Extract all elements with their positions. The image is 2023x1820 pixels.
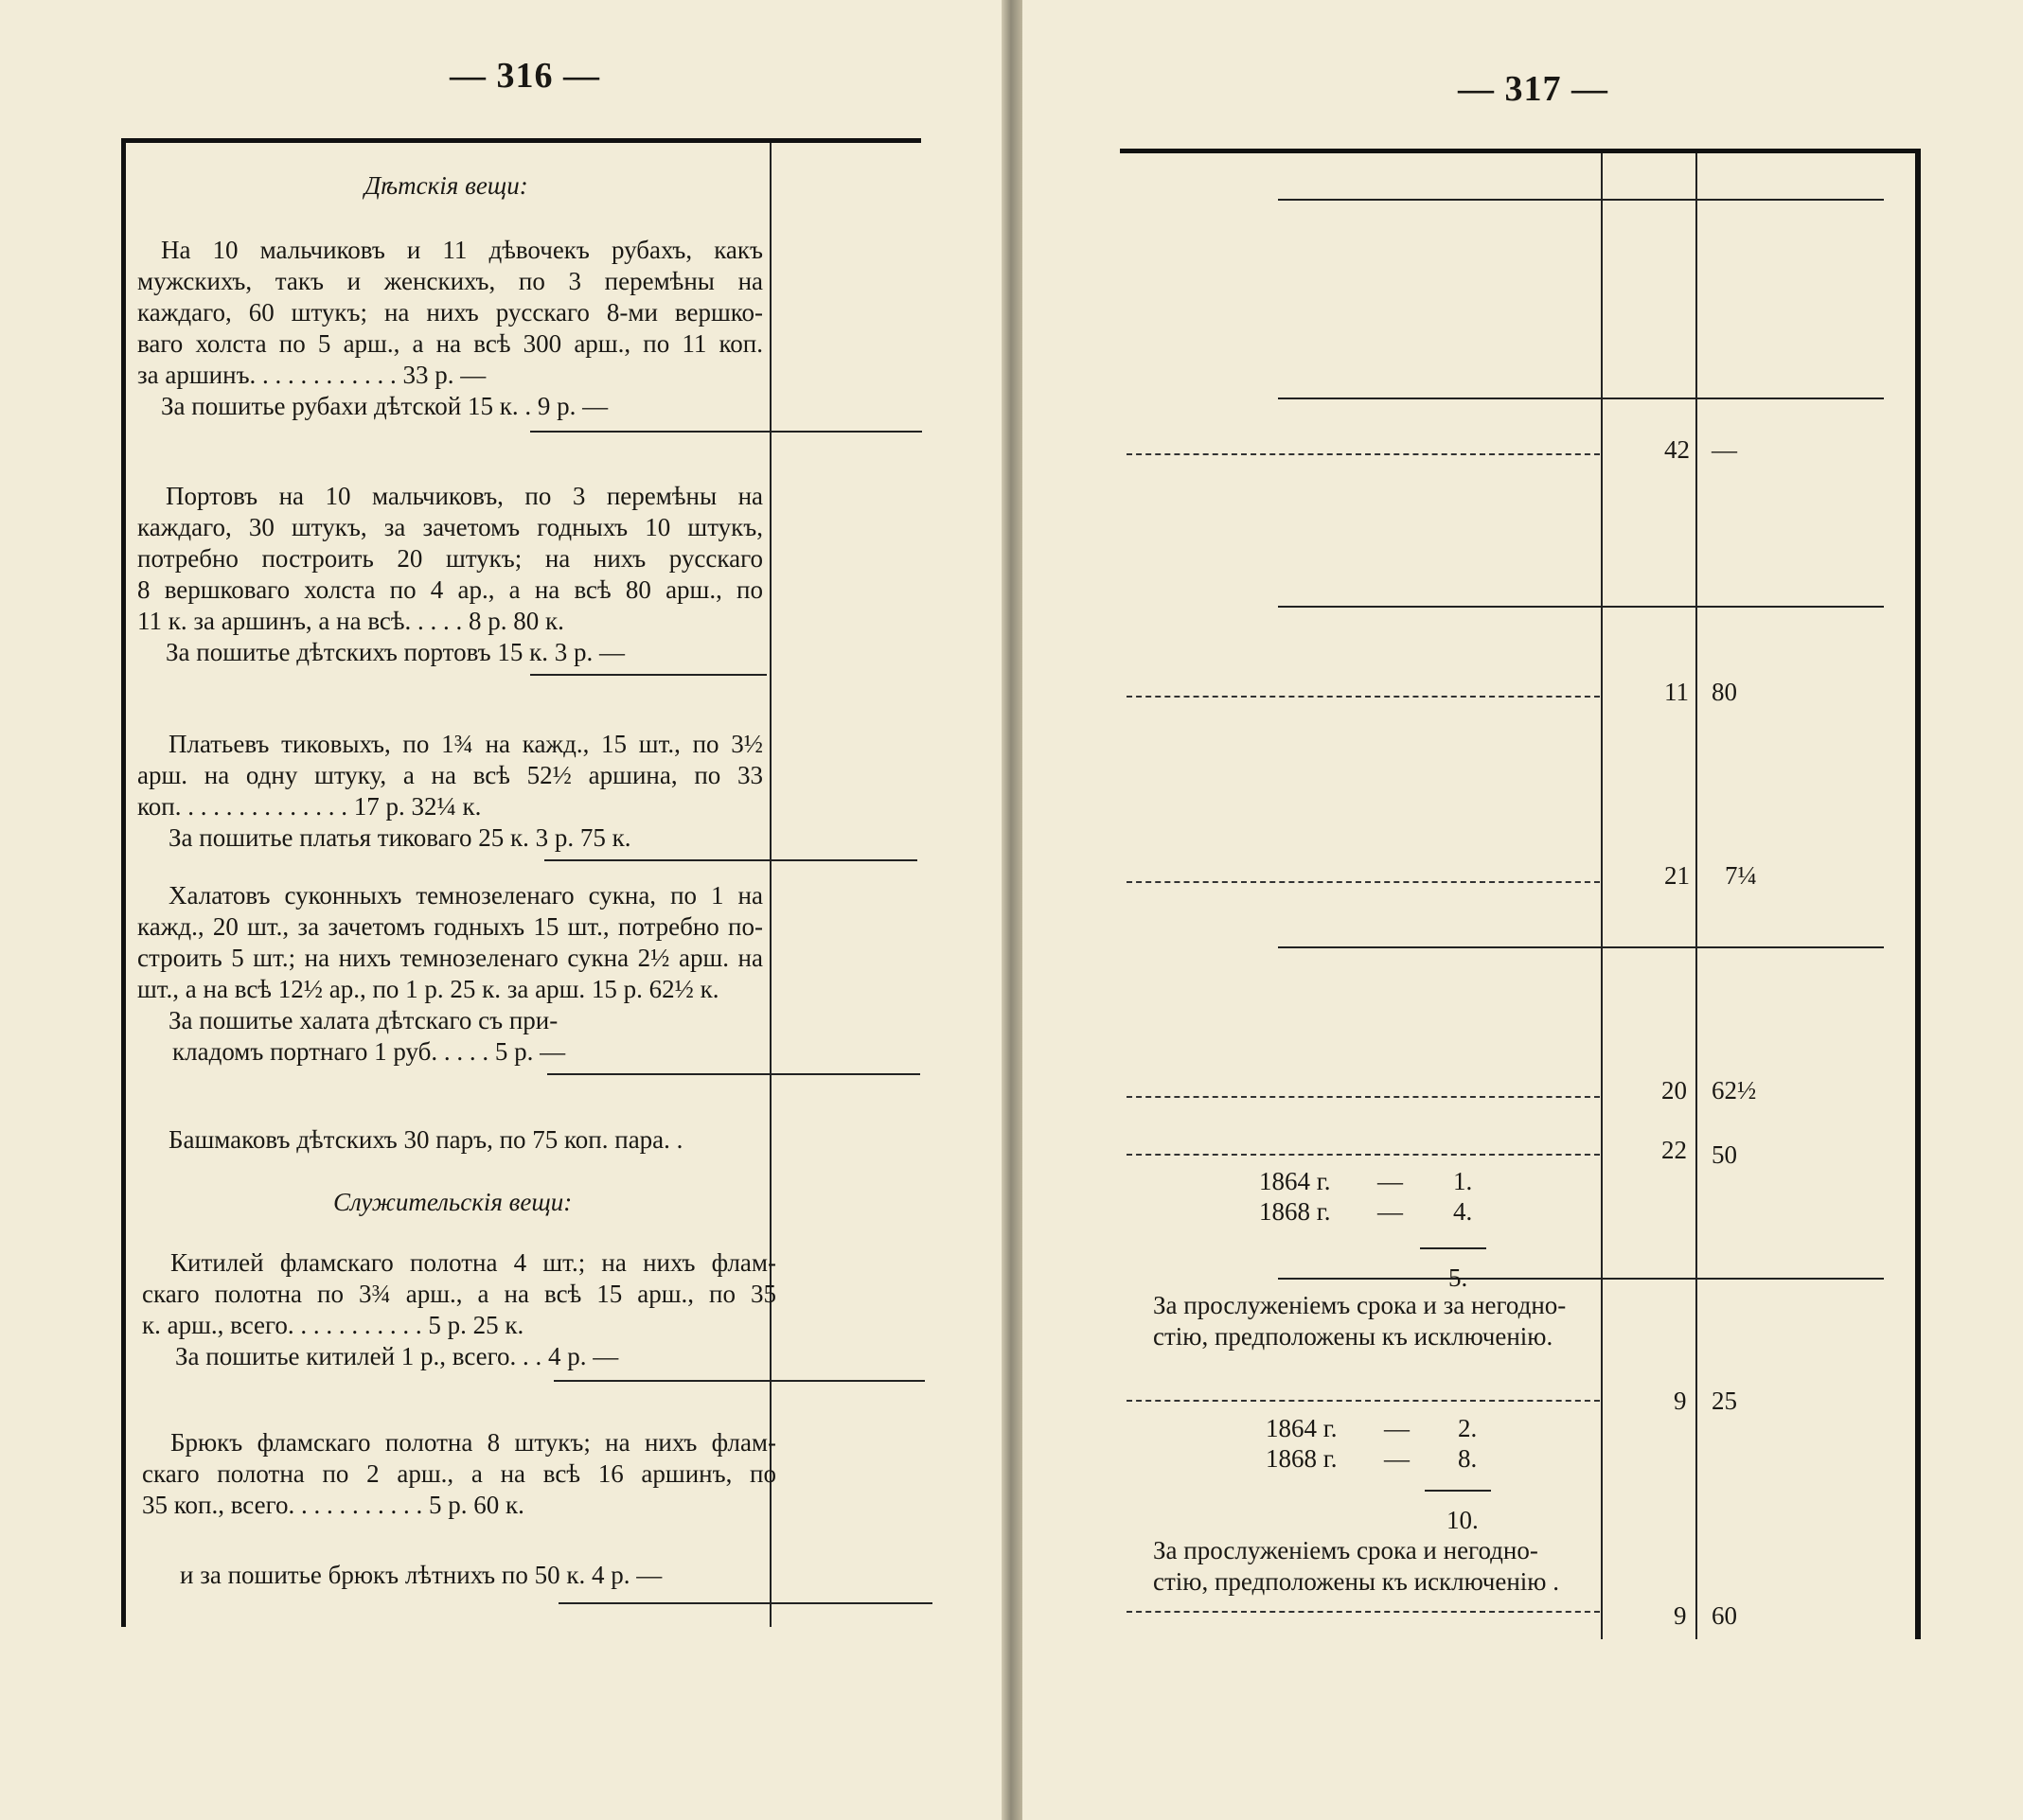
amount-kopecks: 50 [1712,1140,1737,1169]
robes-sewing-2: кладомъ портнаго 1 руб. . . . . 5 р. — [172,1037,566,1066]
tally-year: 1868 г. [1259,1197,1331,1226]
tally-dash: — [1377,1167,1403,1195]
shirts-line-5: за аршинъ. . . . . . . . . . . . 33 р. — [137,361,487,389]
tally-rule [1420,1247,1486,1249]
tick-dresses-line-1: Платьевъ тиковыхъ, по 1¾ на кажд., 15 шт., по 3½ [169,730,763,758]
amount-rubles: 22 [1661,1136,1687,1164]
rubles-column-divider [1601,153,1603,1639]
tick-dresses-line-3: коп. . . . . . . . . . . . . . 17 р. 32¼ к. [137,792,482,821]
tally-dash: — [1384,1414,1410,1442]
robes-line-1: Халатовъ суконныхъ темнозеленаго сукна, по 1 на [169,881,763,910]
trousers-line-3: потребно построить 20 штукъ; на нихъ русскаго [137,544,763,573]
show-through [1278,946,1884,948]
linen-trousers-line-1: Брюкъ фламскаго полотна 8 штукъ; на нихъ флам- [170,1428,776,1457]
tick-dresses-line-2: арш. на одну штуку, а на всѣ 52½ аршина, по 33 [137,761,763,789]
rule [554,1380,925,1382]
jackets-line-1: Китилей фламскаго полотна 4 шт.; на нихъ флам- [170,1248,776,1277]
robes-line-4: шт., а на всѣ 12½ ар., по 1 р. 25 к. за арш. 15 р. 62½ к. [137,975,719,1003]
tally-count: 8. [1458,1444,1478,1473]
dashed-rule [1127,453,1600,455]
children-heading: Дѣтскія вещи: [364,171,528,200]
trousers-line-2: каждаго, 30 штукъ, за зачетомъ годныхъ 10 штукъ, [137,513,763,541]
show-through [1278,398,1884,399]
amount-rubles: 11 [1664,678,1689,706]
trousers-sewing: За пошитье дѣтскихъ портовъ 15 к. 3 р. — [166,638,625,666]
shirts-line-1: На 10 мальчиковъ и 11 дѣвочекъ рубахъ, какъ [161,236,763,264]
shoes-entry: Башмаковъ дѣтскихъ 30 паръ, по 75 коп. пара. . [169,1125,683,1154]
tally-year: 1864 г. [1259,1167,1331,1195]
tally-dash: — [1377,1197,1403,1226]
dashed-rule [1127,696,1600,698]
jackets-sewing: За пошитье китилей 1 р., всего. . . 4 р. — [175,1342,619,1370]
trousers-line-4: 8 вершковаго холста по 4 ар., а на всѣ 80 арш., по [137,575,763,604]
dashed-rule [1127,1400,1600,1402]
left-column-divider [770,143,772,1627]
amount-rubles: 9 [1674,1387,1687,1415]
tick-dresses-sewing: За пошитье платья тиковаго 25 к. 3 р. 75 к. [169,823,631,852]
shirts-sewing: За пошитье рубахи дѣтской 15 к. . 9 р. — [161,392,609,420]
amount-kopecks: 62½ [1712,1076,1757,1104]
tally-note: стію, предположены къ исключенію. [1153,1322,1553,1351]
tally-note: стію, предположены къ исключенію . [1153,1567,1559,1596]
book-gutter [1002,0,1022,1820]
shirts-line-2: мужскихъ, такъ и женскихъ, по 3 перемѣны на [137,267,763,295]
amount-rubles: 9 [1674,1601,1687,1630]
dashed-rule [1127,881,1600,883]
tally-year: 1868 г. [1266,1444,1338,1473]
tally-count: 2. [1458,1414,1478,1442]
page-number-left: — 316 — [450,56,600,96]
linen-trousers-line-2: скаго полотна по 2 арш., а на всѣ 16 аршинъ, по [142,1459,776,1488]
rule [544,859,917,861]
trousers-line-1: Портовъ на 10 мальчиковъ, по 3 перемѣны на [166,482,763,510]
rule [547,1073,920,1075]
servants-heading: Служительскія вещи: [333,1188,573,1216]
shirts-line-3: каждаго, 60 штукъ; на нихъ русскаго 8-ми вершко- [137,298,763,327]
amount-kopecks: — [1712,435,1737,464]
tally-total: 5. [1448,1263,1468,1292]
tally-note: За прослуженіемъ срока и за негодно- [1153,1291,1567,1319]
tally-note: За прослуженіемъ срока и негодно- [1153,1536,1538,1564]
dashed-rule [1127,1096,1600,1098]
shirts-line-4: ваго холста по 5 арш., а на всѣ 300 арш., по 11 коп. [137,329,763,358]
robes-line-3: строить 5 шт.; на нихъ темнозеленаго сукна 2½ арш. на [137,944,763,972]
show-through [1278,1278,1884,1280]
kopecks-column-divider [1695,153,1697,1639]
jackets-line-3: к. арш., всего. . . . . . . . . . . 5 р. 25 к. [142,1311,524,1339]
amount-kopecks: 80 [1712,678,1737,706]
amount-rubles: 42 [1664,435,1690,464]
tally-count: 1. [1453,1167,1473,1195]
amount-kopecks: 60 [1712,1601,1737,1630]
robes-sewing-1: За пошитье халата дѣтскаго съ при- [169,1006,559,1034]
dashed-rule [1127,1154,1600,1156]
show-through [1278,606,1884,608]
trousers-line-5: 11 к. за аршинъ, а на всѣ. . . . . 8 р. 80 к. [137,607,564,635]
linen-trousers-line-3: 35 коп., всего. . . . . . . . . . . 5 р. 60 к. [142,1491,524,1519]
show-through [1278,199,1884,201]
rule [530,674,767,676]
amount-rubles: 20 [1661,1076,1687,1104]
amount-kopecks: 7¼ [1725,861,1757,890]
tally-year: 1864 г. [1266,1414,1338,1442]
rule [559,1602,932,1604]
tally-rule [1425,1490,1491,1492]
robes-line-2: кажд., 20 шт., за зачетомъ годныхъ 15 шт., потребно по- [137,912,763,941]
right-table-frame [1120,149,1921,1639]
rule [530,431,922,433]
dashed-rule [1127,1611,1600,1613]
amount-kopecks: 25 [1712,1387,1737,1415]
amount-rubles: 21 [1664,861,1690,890]
tally-dash: — [1384,1444,1410,1473]
tally-count: 4. [1453,1197,1473,1226]
linen-trousers-sewing: и за пошитье брюкъ лѣтнихъ по 50 к. 4 р. — [180,1561,663,1589]
page-number-right: — 317 — [1458,69,1608,109]
tally-total: 10. [1446,1506,1479,1534]
jackets-line-2: скаго полотна по 3¾ арш., а на всѣ 15 арш., по 35 [142,1280,776,1308]
